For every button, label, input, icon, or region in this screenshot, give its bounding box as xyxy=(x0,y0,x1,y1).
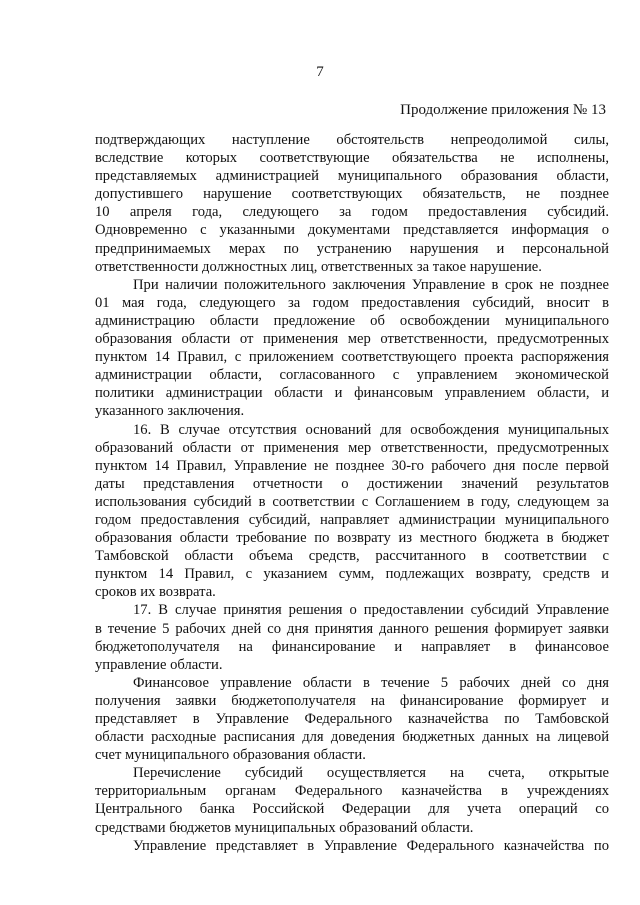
page-number: 7 xyxy=(316,64,324,80)
text-line: подтверждающих наступление обстоятельств непреодолимой силы, xyxy=(95,132,609,148)
text-line: годом предоставления субсидий, направляет администрации муниципального xyxy=(95,511,609,528)
paragraph-first-line: Финансовое управление области в течение 5 рабочих дней со дня xyxy=(133,674,609,691)
appendix-continuation-note: Продолжение приложения № 13 xyxy=(400,102,606,118)
text-line: указанного заключения. xyxy=(95,403,245,420)
text-line: в течение 5 рабочих дней со дня принятия данного решения формирует заявки xyxy=(95,620,609,637)
text-line: даты представления отчетности о достижении значений результатов xyxy=(95,475,609,492)
text-line: пунктом 14 Правил, с указанием сумм, подлежащих возврату, средств и xyxy=(95,566,609,583)
text-line: пунктом 14 Правил, Управление не позднее 30-го рабочего дня после первой xyxy=(95,457,609,474)
text-line: сроков их возврата. xyxy=(95,584,216,601)
text-line: 10 апреля года, следующего за годом предоставления субсидий. xyxy=(95,204,609,221)
text-line: 01 мая года, следующего за годом предоставления субсидий, вносит в xyxy=(95,294,609,311)
paragraph-first-line: При наличии положительного заключения Управление в срок не позднее xyxy=(133,276,609,293)
text-line: управление области. xyxy=(95,656,223,673)
text-line: Тамбовской области объема средств, рассчитанного в соответствии с xyxy=(95,548,609,565)
text-line: пунктом 14 Правил, с приложением соответствующего проекта распоряжения xyxy=(95,349,609,366)
text-line: Одновременно с указанными документами представляется информация о xyxy=(95,222,609,239)
text-line: ответственности должностных лиц, ответственных за такое нарушение. xyxy=(95,258,542,275)
text-line: Центрального банка Российской Федерации для учета операций со xyxy=(95,801,609,818)
text-line: области расходные расписания для доведения бюджетных данных на лицевой xyxy=(95,729,609,746)
paragraph-first-line: 16. В случае отсутствия оснований для освобождения муниципальных xyxy=(133,421,609,438)
text-line: образований области от применения мер ответственности, предусмотренных xyxy=(95,439,609,456)
text-line: территориальным органам Федерального казначейства в учреждениях xyxy=(95,783,609,800)
text-line: представляет в Управление Федерального казначейства по Тамбовской xyxy=(95,711,609,727)
text-line: получения заявки бюджетополучателя на финансирование формирует и xyxy=(95,692,609,709)
paragraph-first-line: Перечисление субсидий осуществляется на счета, открытые xyxy=(133,765,609,782)
paragraph-first-line: 17. В случае принятия решения о предоставлении субсидий Управление xyxy=(133,602,609,619)
text-line: администрацию области предложение об освобождении муниципального xyxy=(95,312,609,329)
text-line: допустившего нарушение соответствующих обязательств, не позднее xyxy=(95,186,609,203)
text-line: средствами бюджетов муниципальных образований области. xyxy=(95,819,474,836)
text-line: использования субсидий в соответствии с Соглашением в году, следующем за xyxy=(95,493,609,510)
body-text xyxy=(95,131,609,855)
text-line: представляемых администрацией муниципального образования области, xyxy=(95,168,609,185)
paragraph-first-line: Управление представляет в Управление Федерального казначейства по xyxy=(133,837,609,854)
text-line: администрации области, согласованного с управлением экономической xyxy=(95,367,609,384)
text-line: политики администрации области и финансовым управлением области, и xyxy=(95,385,609,402)
text-line: предпринимаемых мерах по устранению нарушения и персональной xyxy=(95,240,609,257)
text-line: образования области требование по возврату из местного бюджета в бюджет xyxy=(95,530,609,547)
text-line: счет муниципального образования области. xyxy=(95,747,366,764)
text-line: бюджетополучателя на финансирование и направляет в финансовое xyxy=(95,638,609,655)
text-line: вследствие которых соответствующие обязательства не исполнены, xyxy=(95,150,609,167)
text-line: образования области от применения мер ответственности, предусмотренных xyxy=(95,331,609,348)
